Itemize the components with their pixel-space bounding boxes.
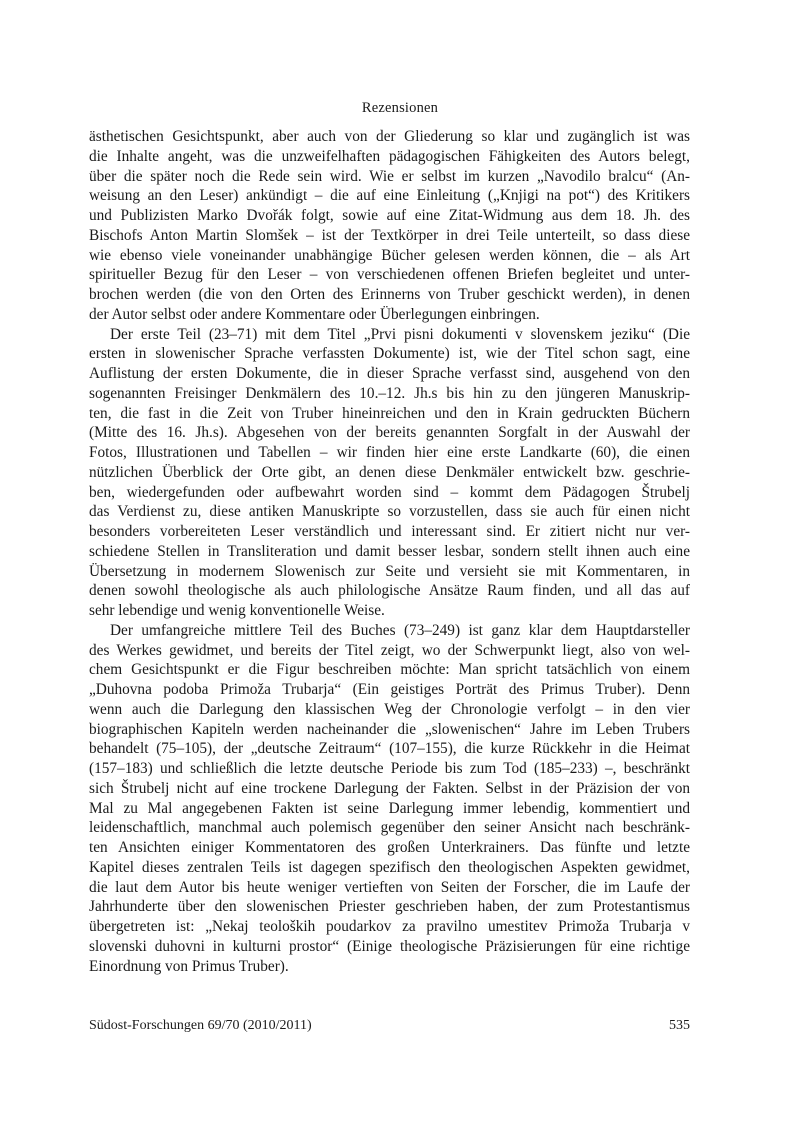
paragraph-3: [89, 621, 690, 977]
text-line: sich Štrubelj nicht auf eine trockene Darlegung der Fakten. Selbst in der Präzision der von: [89, 779, 690, 797]
text-line: Übersetzung in modernem Slowenisch zur Seite und versieht sie mit Kommentaren, in: [89, 562, 690, 580]
text-line: biographischen Kapiteln werden nacheinander die „slowenischen“ Jahre im Leben Trubers: [89, 720, 690, 738]
text-line: ersten in slowenischer Sprache verfassten Dokumente) ist, wie der Titel schon sagt, eine: [89, 345, 690, 363]
text-line: denen sowohl theologische als auch philologische Ansätze Raum finden, und all das auf: [89, 582, 690, 600]
text-line: weisung an den Leser) ankündigt – die auf eine Einleitung („Knjigi na pot“) des Kritikers: [89, 187, 690, 205]
text-line: leidenschaftlich, manchmal auch polemisch gegenüber den seiner Ansicht nach beschränk-: [89, 819, 690, 837]
text-line: sehr lebendige und wenig konventionelle Weise.: [89, 602, 385, 619]
text-line: Fotos, Illustrationen und Tabellen – wir finden hier eine erste Landkarte (60), die einen: [89, 444, 690, 461]
text-line: „Duhovna podoba Primoža Trubarja“ (Ein geistiges Porträt des Primus Truber). Denn: [89, 681, 690, 698]
text-line: die laut dem Autor bis heute weniger vertieften von Seiten der Forscher, die im Laufe der: [89, 878, 690, 896]
text-line: sogenannten Freisinger Denkmälern des 10.–12. Jh.s bis hin zu den jüngeren Manuskrip-: [89, 384, 690, 402]
page-number: 535: [669, 1018, 690, 1033]
text-line: spiritueller Bezug für den Leser – von verschiedenen offenen Briefen begleitet und unter-: [89, 266, 690, 284]
text-line: und Publizisten Marko Dvořák folgt, sowie auf eine Zitat-Widmung aus dem 18. Jh. des: [89, 207, 690, 224]
text-line: übergetreten ist: „Nekaj teoloških poudarkov za pravilno umestitev Primoža Trubarja v: [89, 918, 690, 935]
text-line: das Verdienst zu, diese antiken Manuskripte so vorzustellen, dass sie auch für einen nicht: [89, 503, 690, 521]
page-footer: [89, 1018, 690, 1034]
text-line: wenn auch die Darlegung den klassischen Weg der Chronologie verfolgt – in den vier: [89, 700, 690, 718]
text-line: nützlichen Überblick der Orte gibt, an denen diese Denkmäler entwickelt bzw. geschrie-: [89, 463, 690, 481]
text-line: chem Gesichtspunkt er die Figur beschreiben möchte: Man spricht tatsächlich von einem: [89, 661, 690, 679]
text-line: besonders vorbereiteten Leser verständlich und interessant sind. Er zitiert nicht nur ver-: [89, 523, 690, 540]
article-body: [89, 127, 690, 976]
text-line: behandelt (75–105), der „deutsche Zeitraum“ (107–155), die kurze Rückkehr in die Heimat: [89, 740, 690, 758]
text-line: ästhetischen Gesichtspunkt, aber auch von der Gliederung so klar und zugänglich ist was: [89, 128, 690, 145]
text-line: slovenski duhovni in kulturni prostor“ (Einige theologische Präzisierungen für eine richtige: [89, 937, 690, 955]
text-line: Einordnung von Primus Truber).: [89, 957, 289, 975]
text-line: Bischofs Anton Martin Slomšek – ist der Textkörper in drei Teile unterteilt, so dass diese: [89, 226, 690, 244]
running-header: Rezensionen: [361, 100, 439, 116]
paragraph-1: [89, 127, 690, 325]
text-line: Kapitel dieses zentralen Teils ist dagegen spezifisch den theologischen Aspekten gewidmet,: [89, 858, 690, 876]
text-line: die Inhalte angeht, was die unzweifelhaften pädagogischen Fähigkeiten des Autors belegt,: [89, 147, 690, 165]
text-line: des Werkes gewidmet, und bereits der Titel zeigt, wo der Schwerpunkt liegt, also von wel-: [89, 641, 690, 659]
text-line: (Mitte des 16. Jh.s). Abgesehen von der bereits genannten Sorgfalt in der Auswahl der: [89, 424, 690, 442]
text-line: Jahrhunderte über den slowenischen Priester geschrieben haben, der zum Protestantismus: [89, 898, 690, 916]
text-line: ten Ansichten einiger Kommentatoren des großen Unterkrainers. Das fünfte und letzte: [89, 839, 690, 856]
text-line: über die später noch die Rede sein wird. Wie er selbst im kurzen „Navodilo bralcu“ (An-: [89, 167, 690, 185]
text-line: der Autor selbst oder andere Kommentare oder Überlegungen einbringen.: [89, 305, 540, 323]
text-line: Der umfangreiche mittlere Teil des Buches (73–249) ist ganz klar dem Hauptdarsteller: [110, 621, 690, 639]
text-line: ben, wiedergefunden oder aufbewahrt worden sind – kommt dem Pädagogen Štrubelj: [89, 483, 690, 501]
paragraph-2: [89, 325, 690, 621]
text-line: schiedene Stellen in Transliteration und damit besser lesbar, sondern stellt ihnen auch eine: [89, 542, 690, 560]
text-line: brochen werden (die von den Orten des Erinnerns von Truber geschickt werden), in denen: [89, 286, 690, 303]
journal-citation: Südost-Forschungen 69/70 (2010/2011): [89, 1018, 312, 1033]
text-line: (157–183) und schließlich die letzte deutsche Periode bis zum Tod (185–233) –, beschränkt: [89, 760, 690, 777]
text-line: Mal zu Mal angegebenen Fakten ist seine Darlegung immer lebendig, kommentiert und: [89, 799, 690, 817]
text-line: wie ebenso viele voneinander unabhängige Bücher gelesen werden können, die – als Art: [89, 246, 690, 264]
text-line: Der erste Teil (23–71) mit dem Titel „Prvi pisni dokumenti v slovenskem jeziku“ (Die: [110, 325, 690, 343]
text-line: Auflistung der ersten Dokumente, die in dieser Sprache verfasst sind, ausgehend von den: [89, 365, 690, 382]
text-line: ten, die fast in die Zeit von Truber hineinreichen und den in Krain gedruckten Büchern: [89, 404, 690, 422]
